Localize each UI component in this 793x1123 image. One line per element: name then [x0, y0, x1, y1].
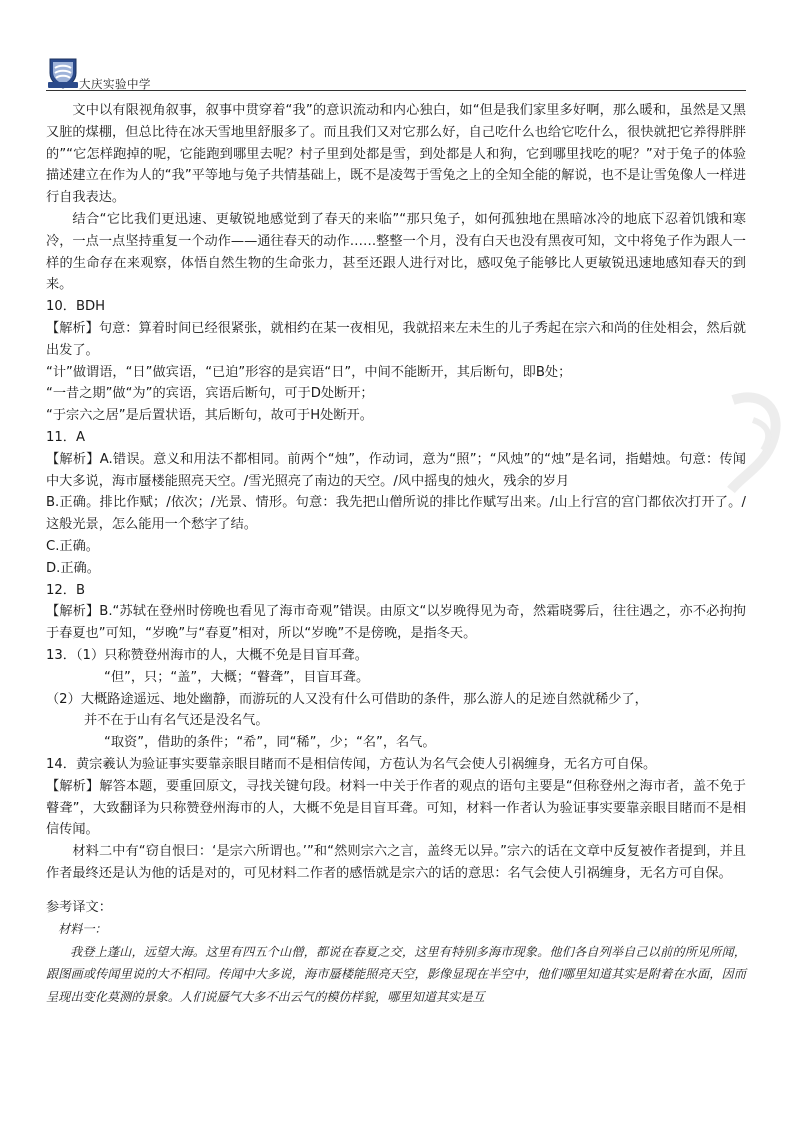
- analysis-paragraph-2: 结合“它比我们更迅速、更敏锐地感觉到了春天的来临”“那只兔子，如何孤独地在黑暗冰冷的地底下忍着饥饿和寒冷，一点一点坚持重复一个动作——通往春天的动作……整整一个月，没有白天也没有黑夜可知，文中将兔子作为跟人一样的生命存在来观察，体悟自然生物的生命张力，甚至还跟人进行对比，感叹兔子能够比人更敏锐迅速地感知春天的到来。: [46, 211, 746, 293]
- explanation-14: 【解析】解答本题，要重回原文，寻找关键句段。材料一中关于作者的观点的语句主要是“但称登州之海市者，盖不免于瞽聋”，大致翻译为只称赞登州海市的人，大概不免是目盲耳聋。可知，材料一作者认为验证事实要靠亲眼目睹而不是相信传闻。: [46, 778, 746, 838]
- translation-heading: 参考译文：: [46, 899, 112, 915]
- answer-12: 12．B: [46, 582, 86, 598]
- answer-14: 14．黄宗羲认为验证事实要靠亲眼目睹而不是相信传闻，方苞认为名气会使人引祸缠身，无名方可自保。: [46, 756, 657, 772]
- explanation-10-point-1: “计”做谓语，“日”做宾语，“已迫”形容的是宾语“日”，中间不能断开，其后断句，即B处；: [46, 364, 572, 380]
- answer-13-part-1: 13．（1）只称赞登州海市的人，大概不免是目盲耳聋。: [46, 647, 368, 663]
- explanation-10-point-2: “一昔之期”做“为”的宾语，宾语后断句，可于D处断开；: [46, 386, 374, 402]
- translation-block: [46, 918, 746, 1008]
- main-content: [46, 100, 746, 1008]
- explanation-11-a: 【解析】A.错误。意义和用法不都相同。前两个“烛”，作动词，意为“照”；“风烛”的“烛”是名词，指蜡烛。句意：传闻中大多说，海市蜃楼能照亮天空。/雪光照亮了南边的天空。/风中摇曳的烛火，残余的岁月: [46, 451, 746, 489]
- answer-10: 10．BDH: [46, 299, 106, 315]
- school-name: 大庆实验中学: [79, 77, 151, 91]
- spacer: [46, 885, 746, 897]
- explanation-14-cont: 材料二中有“窃自恨曰：‘是宗六所谓也。’”和“然则宗六之言，盖终无以异。”宗六的话在文章中反复被作者提到，并且作者最终还是认为他的话是对的，可见材料二作者的感悟就是宗六的话的意思：名气会使人引祸缠身，无名方可自保。: [46, 844, 746, 881]
- explanation-11-c: C.正确。: [46, 538, 99, 554]
- answer-13-part-2-cont: 并不在于山有名气还是没名气。: [84, 713, 269, 729]
- answer-11: 11．A: [46, 429, 85, 445]
- translation-label: 材料一：: [58, 922, 107, 937]
- explanation-11-b: B.正确。排比作赋；/依次；/光景、情形。句意：我先把山僧所说的排比作赋写出来。/山上行宫的宫门都依次打开了。/这般光景，怎么能用一个愁字了结。: [46, 495, 746, 533]
- school-logo-icon: [46, 56, 80, 90]
- page-header: [46, 56, 746, 92]
- analysis-paragraph-1: 文中以有限视角叙事，叙事中贯穿着“我”的意识流动和内心独白，如“但是我们家里多好啊，那么暖和，虽然是又黑又脏的煤棚，但总比待在冰天雪地里舒服多了。而且我们又对它那么好，自己吃什么也给它吃什么，很快就把它养得胖胖的”“它怎样跑掉的呢，它能跑到哪里去呢？村子里到处都是雪，到处都是人和狗，它到哪里找吃的呢？”对于兔子的体验描述建立在作为人的“我”平等地与兔子共情基础上，既不是凌驾于雪兔之上的全知全能的解说，也不是让雪兔像人一样进行自我表达。: [46, 103, 746, 206]
- answer-13-part-2: （2）大概路途遥远、地处幽静，而游玩的人又没有什么可借助的条件，那么游人的足迹自然就稀少了，: [46, 691, 648, 707]
- translation-text: 我登上蓬山，远望大海。这里有四五个山僧，都说在春夏之交，这里有特别多海市现象。他们各自列举自己以前的所见所闻，跟图画或传闻里说的大不相同。传闻中大多说，海市蜃楼能照亮天空，影像显现在半空中，他们哪里知道其实是附着在水面，因而呈现出变化莫测的景象。人们说蜃气大多不出云气的模仿样貌，哪里知道其实是互: [46, 944, 746, 1004]
- explanation-12: 【解析】B.“苏轼在登州时傍晚也看见了海市奇观”错误。由原文“以岁晚得见为奇，然霜晓雾后，往往遇之，亦不必拘拘于春夏也”可知，“岁晚”与“春夏”相对，所以“岁晚”不是傍晚，是指冬天。: [46, 604, 746, 642]
- explanation-10-point-3: “于宗六之居”是后置状语，其后断句，故可于H处断开。: [46, 408, 373, 424]
- explanation-11-d: D.正确。: [46, 560, 100, 576]
- header-rule: [46, 90, 746, 91]
- answer-13-part-1-notes: “但”，只；“盖”，大概；“瞽聋”，目盲耳聋。: [104, 669, 370, 685]
- answer-13-part-2-notes: “取资”，借助的条件；“希”，同“稀”，少；“名”，名气。: [104, 735, 436, 751]
- explanation-10: 【解析】句意：算着时间已经很紧张，就相约在某一夜相见，我就招来左未生的儿子秀起在宗六和尚的住处相会，然后就出发了。: [46, 320, 746, 358]
